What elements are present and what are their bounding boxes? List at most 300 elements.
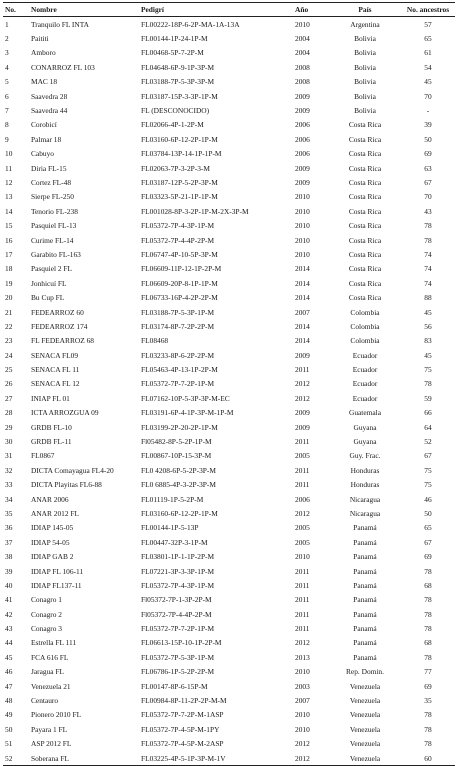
header-no: No. xyxy=(3,3,29,17)
cell-anio: 2004 xyxy=(295,48,310,58)
cell-pais: Panamá xyxy=(353,624,377,634)
cell-nombre: Garabito FL-163 xyxy=(31,249,81,259)
cell-pedigri: FL05372-7P-4-5P-M-2ASP xyxy=(141,739,224,749)
cell-no: 43 xyxy=(5,624,13,634)
header-pedigri: Pedigrí xyxy=(139,3,293,17)
cell-no: 22 xyxy=(5,321,13,331)
cell-nombre: Payara 1 FL xyxy=(31,724,68,734)
cell-pedigri: FL06733-16P-4-2P-2P-M xyxy=(141,293,218,303)
table-row xyxy=(3,377,455,391)
cell-no: 4 xyxy=(5,62,9,72)
cell-nombre: DICTA Comayagua FL4-20 xyxy=(31,465,114,475)
table-row xyxy=(3,492,455,506)
cell-anio: 2006 xyxy=(295,149,310,159)
cell-pais: Guatemala xyxy=(348,408,381,418)
cell-pedigri: FL03323-5P-21-1P-1P-M xyxy=(141,192,218,202)
cell-no: 37 xyxy=(5,537,13,547)
header-ancestros: No. ancestros xyxy=(401,3,455,17)
cell-ancestros: 43 xyxy=(424,206,432,216)
cell-anio: 2011 xyxy=(295,437,310,447)
cell-pedigri: FL03188-7P-5-3P-1P-M xyxy=(141,307,215,317)
cell-anio: 2012 xyxy=(295,638,310,648)
cell-nombre: DICTA Playitas FL6-88 xyxy=(31,480,102,490)
cell-no: 21 xyxy=(5,307,13,317)
cell-pais: Colombia xyxy=(350,336,380,346)
cell-anio: 2013 xyxy=(295,652,310,662)
cell-anio: 2012 xyxy=(295,739,310,749)
table-row xyxy=(3,204,455,218)
cell-ancestros: 77 xyxy=(424,667,432,677)
cell-pedigri: FL03225-4P-5-1P-3P-M-1V xyxy=(139,751,293,766)
table-row xyxy=(3,319,455,333)
cell-pedigri: FL00468-5P-7-2P-M xyxy=(141,48,204,58)
cell-no: 42 xyxy=(5,609,13,619)
cell-pais: Costa Rica xyxy=(348,293,382,303)
cell-no: 30 xyxy=(5,437,13,447)
cell-no: 18 xyxy=(5,264,13,274)
cell-pais: Colombia xyxy=(350,307,380,317)
cell-ancestros: 66 xyxy=(424,408,432,418)
cell-pais: Costa Rica xyxy=(348,235,382,245)
cell-nombre: Conagro 1 xyxy=(31,595,62,605)
table-row xyxy=(3,161,455,175)
cell-ancestros: 78 xyxy=(424,235,432,245)
cell-pedigri: FL07221-3P-3-3P-1P-M xyxy=(141,566,215,576)
cell-no: 25 xyxy=(5,365,13,375)
table-header xyxy=(3,3,455,17)
cell-nombre: Estrella FL 111 xyxy=(31,638,77,648)
table-row xyxy=(3,46,455,60)
cell-ancestros: 69 xyxy=(424,681,432,691)
cell-pais: Costa Rica xyxy=(348,278,382,288)
cell-anio: 2014 xyxy=(295,336,310,346)
cell-pais: Panamá xyxy=(353,566,377,576)
cell-pais: Honduras xyxy=(350,465,380,475)
cell-anio: 2006 xyxy=(295,120,310,130)
cell-ancestros: 52 xyxy=(424,437,432,447)
cell-pais: Venezuela xyxy=(329,751,401,766)
cell-pedigri: FL07162-10P-5-3P-3P-M-EC xyxy=(141,393,230,403)
cell-ancestros: 78 xyxy=(424,609,432,619)
cell-nombre: Cortez FL-48 xyxy=(31,177,72,187)
cell-ancestros: 63 xyxy=(424,163,432,173)
cell-pais: Costa Rica xyxy=(348,249,382,259)
header-nombre: Nombre xyxy=(29,3,139,17)
cell-pais: Honduras xyxy=(350,480,380,490)
cell-anio: 2009 xyxy=(295,106,310,116)
cell-no: 19 xyxy=(5,278,13,288)
cell-pedigri: FL00144-1P-24-1P-M xyxy=(141,34,208,44)
cell-nombre: Pasquiel 2 FL xyxy=(31,264,73,274)
cell-no: 49 xyxy=(5,710,13,720)
cell-ancestros: 74 xyxy=(424,249,432,259)
cell-pedigri: FL00867-10P-15-3P-M xyxy=(141,451,212,461)
cell-pais: Bolivia xyxy=(354,77,376,87)
cell-anio: 2012 xyxy=(293,751,329,766)
cell-anio: 2010 xyxy=(295,19,310,29)
table-row xyxy=(3,621,455,635)
cell-no: 34 xyxy=(5,494,13,504)
cell-pedigri: FL03187-12P-5-2P-3P-M xyxy=(141,177,218,187)
cell-pedigri: FL0 6885-4P-3-2P-3P-M xyxy=(141,480,216,490)
table-row xyxy=(3,636,455,650)
table-row xyxy=(3,362,455,376)
cell-pais: Panamá xyxy=(353,580,377,590)
cell-ancestros: 46 xyxy=(424,494,432,504)
cell-pais: Panamá xyxy=(353,638,377,648)
cell-nombre: Saavedra 44 xyxy=(31,106,68,116)
cell-no: 52 xyxy=(3,751,29,766)
cell-pedigri: FL08468 xyxy=(141,336,169,346)
document-page xyxy=(3,2,455,766)
cell-ancestros: 75 xyxy=(424,365,432,375)
table-row xyxy=(3,449,455,463)
cell-no: 35 xyxy=(5,508,13,518)
table-row xyxy=(3,650,455,664)
table-row xyxy=(3,262,455,276)
cell-nombre: Cabuyo xyxy=(31,149,54,159)
table-row xyxy=(3,549,455,563)
cell-no: 7 xyxy=(5,106,9,116)
cell-ancestros: 45 xyxy=(424,350,432,360)
cell-no: 41 xyxy=(5,595,13,605)
cell-pedigri: FL06613-15P-10-1P-2P-M xyxy=(141,638,222,648)
table-row xyxy=(3,60,455,74)
cell-pais: Venezuela xyxy=(349,696,381,706)
cell-pais: Colombia xyxy=(350,321,380,331)
cell-anio: 2010 xyxy=(295,206,310,216)
cell-nombre: SENACA FL 12 xyxy=(31,379,80,389)
cell-ancestros: 78 xyxy=(424,739,432,749)
table-row xyxy=(3,478,455,492)
cell-pais: Guy. Frac. xyxy=(349,451,381,461)
table-row xyxy=(3,679,455,693)
table-row xyxy=(3,175,455,189)
cell-no: 38 xyxy=(5,552,13,562)
table-row xyxy=(3,276,455,290)
cell-nombre: Pionero 2010 FL xyxy=(31,710,82,720)
cell-ancestros: 78 xyxy=(424,724,432,734)
cell-pais: Bolivia xyxy=(354,34,376,44)
cell-anio: 2010 xyxy=(295,667,310,677)
cell-pais: Costa Rica xyxy=(348,264,382,274)
cell-pedigri: Fl05482-8P-5-2P-1P-M xyxy=(141,437,212,447)
cell-anio: 2006 xyxy=(295,494,310,504)
table-row xyxy=(3,218,455,232)
cell-pedigri: FL04648-6P-9-1P-3P-M xyxy=(141,62,215,72)
cell-nombre: Paititi xyxy=(31,34,49,44)
cell-pedigri: FL00144-1P-5-13P xyxy=(141,523,199,533)
cell-nombre: Curime FL-14 xyxy=(31,235,74,245)
cell-no: 47 xyxy=(5,681,13,691)
cell-pedigri: FL001028-8P-3-2P-1P-M-2X-3P-M xyxy=(141,206,249,216)
cell-nombre: ANAR 2012 FL xyxy=(31,508,80,518)
cell-anio: 2006 xyxy=(295,134,310,144)
cell-anio: 2009 xyxy=(295,163,310,173)
cell-ancestros: 56 xyxy=(424,321,432,331)
cell-pedigri: FL03191-6P-4-1P-3P-M-1P-M xyxy=(141,408,234,418)
cell-anio: 2011 xyxy=(295,580,310,590)
cell-ancestros: 50 xyxy=(424,134,432,144)
cell-pais: Guyana xyxy=(353,422,377,432)
table-row xyxy=(3,334,455,348)
cell-anio: 2012 xyxy=(295,508,310,518)
cell-anio: 2010 xyxy=(295,249,310,259)
cell-pais: Costa Rica xyxy=(348,177,382,187)
cell-no: 51 xyxy=(5,739,13,749)
cell-anio: 2007 xyxy=(295,307,310,317)
cell-pedigri: FL05372-7P-4-3P-1P-M xyxy=(141,221,215,231)
cell-ancestros: 69 xyxy=(424,149,432,159)
table-row xyxy=(3,391,455,405)
table-row xyxy=(3,722,455,736)
table-row xyxy=(3,147,455,161)
cell-pais: Panamá xyxy=(353,652,377,662)
table-row xyxy=(3,406,455,420)
cell-anio: 2011 xyxy=(295,566,310,576)
cell-nombre: Tranquilo FL INTA xyxy=(31,19,89,29)
cell-anio: 2011 xyxy=(295,465,310,475)
cell-nombre: Sierpe FL-250 xyxy=(31,192,74,202)
cell-no: 26 xyxy=(5,379,13,389)
cell-nombre: Corobicí xyxy=(31,120,57,130)
cell-ancestros: 67 xyxy=(424,451,432,461)
table-row xyxy=(3,247,455,261)
cell-pais: Venezuela xyxy=(349,681,381,691)
cell-pais: Costa Rica xyxy=(348,221,382,231)
cell-anio: 2010 xyxy=(295,724,310,734)
cell-nombre: Tenorio FL-238 xyxy=(31,206,78,216)
cell-ancestros: 78 xyxy=(424,595,432,605)
cell-pedigri: FL03160-6P-12-2P-1P-M xyxy=(141,134,218,144)
cell-pais: Ecuador xyxy=(352,350,378,360)
cell-pais: Bolivia xyxy=(354,48,376,58)
table-row xyxy=(3,434,455,448)
cell-anio: 2010 xyxy=(295,235,310,245)
cell-ancestros: 67 xyxy=(424,537,432,547)
cell-pais: Panamá xyxy=(353,523,377,533)
cell-anio: 2012 xyxy=(295,393,310,403)
cell-pais: Panamá xyxy=(353,552,377,562)
cell-pedigri: FL0 4208-6P-5-2P-3P-M xyxy=(141,465,216,475)
table-row xyxy=(3,348,455,362)
cell-pedigri: Fl05372-7P-1-3P-2P-M xyxy=(141,595,212,605)
cell-ancestros: 59 xyxy=(424,393,432,403)
cell-nombre: ASP 2012 FL xyxy=(31,739,72,749)
cell-pais: Costa Rica xyxy=(348,120,382,130)
table-row xyxy=(3,665,455,679)
cell-anio: 2014 xyxy=(295,293,310,303)
cell-anio: 2008 xyxy=(295,62,310,72)
cell-pais: Guyana xyxy=(353,437,377,447)
cell-pedigri: FL03174-8P-7-2P-2P-M xyxy=(141,321,215,331)
cell-anio: 2004 xyxy=(295,34,310,44)
cell-pedigri: FL06747-4P-10-5P-3P-M xyxy=(141,249,218,259)
cell-ancestros: 74 xyxy=(424,278,432,288)
cell-pais: Bolivia xyxy=(354,62,376,72)
cell-ancestros: 67 xyxy=(424,177,432,187)
cell-ancestros: 78 xyxy=(424,652,432,662)
cell-pedigri: FL05372-7P-7-2P-M-1ASP xyxy=(141,710,224,720)
cell-pedigri: FL03187-15P-3-3P-1P-M xyxy=(141,91,218,101)
cell-pedigri: FL (DESCONOCIDO) xyxy=(141,106,210,116)
table-row xyxy=(3,521,455,535)
cell-no: 16 xyxy=(5,235,13,245)
cell-pedigri: FL03188-7P-5-3P-3P-M xyxy=(141,77,215,87)
cell-ancestros: 68 xyxy=(424,638,432,648)
cell-anio: 2003 xyxy=(295,681,310,691)
table-row xyxy=(3,506,455,520)
cell-nombre: FEDEARROZ 60 xyxy=(31,307,84,317)
cell-ancestros: 74 xyxy=(424,264,432,274)
cell-ancestros: 45 xyxy=(424,307,432,317)
cell-pedigri: FL06786-1P-5-2P-2P-M xyxy=(141,667,215,677)
cell-pedigri: FL00147-8P-6-15P-M xyxy=(141,681,208,691)
cell-pedigri: FL00984-8P-11-2P-2P-M-M xyxy=(141,696,227,706)
cell-pais: Bolivia xyxy=(354,91,376,101)
cell-nombre: IDIAP FL 106-11 xyxy=(31,566,84,576)
cell-nombre: Palmar 18 xyxy=(31,134,62,144)
cell-pais: Venezuela xyxy=(349,724,381,734)
cell-pedigri: FL02063-7P-3-2P-3-M xyxy=(141,163,210,173)
cell-pedigri: Fl05372-7P-4-4P-2P-M xyxy=(141,609,212,619)
cell-pedigri: FL03160-6P-12-2P-1P-M xyxy=(141,508,218,518)
table-row xyxy=(3,17,455,32)
cell-pais: Costa Rica xyxy=(348,163,382,173)
cell-pedigri: FL03233-8P-6-2P-2P-M xyxy=(141,350,215,360)
cell-pais: Costa Rica xyxy=(348,149,382,159)
cell-pais: Nicaragua xyxy=(349,494,381,504)
cell-anio: 2011 xyxy=(295,595,310,605)
cell-anio: 2009 xyxy=(295,91,310,101)
cell-pais: Nicaragua xyxy=(349,508,381,518)
cell-pedigri: FL00222-18P-6-2P-MA-1A-13A xyxy=(141,19,240,29)
cell-nombre: IDIAP 145-05 xyxy=(31,523,74,533)
cell-pedigri: FL03801-1P-1-1P-2P-M xyxy=(141,552,215,562)
cell-ancestros: 64 xyxy=(424,422,432,432)
header-row xyxy=(3,3,455,17)
cell-ancestros: 57 xyxy=(424,19,432,29)
cell-nombre: Soberana FL xyxy=(29,751,139,766)
header-anio: Año xyxy=(293,3,329,17)
cell-no: 20 xyxy=(5,293,13,303)
header-pais: País xyxy=(329,3,401,17)
cell-no: 27 xyxy=(5,393,13,403)
cell-nombre: ANAR 2006 xyxy=(31,494,69,504)
table-row xyxy=(3,463,455,477)
cell-pais: Rep. Domin. xyxy=(346,667,384,677)
cell-ancestros: 75 xyxy=(424,480,432,490)
cell-no: 15 xyxy=(5,221,13,231)
table-row xyxy=(3,118,455,132)
cell-ancestros: 60 xyxy=(401,751,455,766)
cell-anio: 2009 xyxy=(295,408,310,418)
cell-pedigri: FL03199-2P-20-2P-1P-M xyxy=(141,422,218,432)
cell-ancestros: 54 xyxy=(424,62,432,72)
cell-pais: Ecuador xyxy=(352,365,378,375)
cell-no: 31 xyxy=(5,451,13,461)
cell-ancestros: 65 xyxy=(424,34,432,44)
cell-nombre: CONARROZ FL 103 xyxy=(31,62,95,72)
cell-no: 28 xyxy=(5,408,13,418)
cell-pais: Costa Rica xyxy=(348,192,382,202)
cell-ancestros: 45 xyxy=(424,77,432,87)
cell-anio: 2007 xyxy=(295,696,310,706)
cell-anio: 2010 xyxy=(295,192,310,202)
cell-pedigri: FL00447-32P-3-1P-M xyxy=(141,537,208,547)
cell-no: 1 xyxy=(5,19,9,29)
cell-no: 24 xyxy=(5,350,13,360)
table-row xyxy=(3,564,455,578)
table-row xyxy=(3,708,455,722)
cell-ancestros: 78 xyxy=(424,566,432,576)
cell-nombre: Amboro xyxy=(31,48,56,58)
cell-anio: 2008 xyxy=(295,77,310,87)
cell-nombre: Diria FL-15 xyxy=(31,163,67,173)
cell-no: 8 xyxy=(5,120,9,130)
cell-no: 14 xyxy=(5,206,13,216)
cell-nombre: IDIAP 54-05 xyxy=(31,537,70,547)
cell-no: 17 xyxy=(5,249,13,259)
table-row xyxy=(3,593,455,607)
cell-ancestros: 61 xyxy=(424,48,432,58)
cell-nombre: Saavedra 28 xyxy=(31,91,68,101)
cell-ancestros: 78 xyxy=(424,710,432,720)
cell-ancestros: 83 xyxy=(424,336,432,346)
cell-ancestros: 70 xyxy=(424,91,432,101)
table-row xyxy=(3,693,455,707)
table-row xyxy=(3,233,455,247)
cell-nombre: FL0867 xyxy=(31,451,55,461)
cell-ancestros: 50 xyxy=(424,508,432,518)
cell-anio: 2014 xyxy=(295,278,310,288)
cell-pedigri: FL05372-7P-4-4P-2P-M xyxy=(141,235,215,245)
cell-pais: Venezuela xyxy=(349,710,381,720)
cell-pais: Venezuela xyxy=(349,739,381,749)
table-row xyxy=(3,31,455,45)
cell-ancestros: - xyxy=(426,106,430,116)
cell-no: 12 xyxy=(5,177,13,187)
cell-nombre: IDIAP GAB 2 xyxy=(31,552,74,562)
cell-anio: 2005 xyxy=(295,537,310,547)
cell-no: 3 xyxy=(5,48,9,58)
cell-pedigri: FL05372-7P-4-3P-1P-M xyxy=(141,580,215,590)
cell-ancestros: 88 xyxy=(424,293,432,303)
cell-anio: 2011 xyxy=(295,480,310,490)
cell-pedigri: FL05463-4P-13-1P-2P-M xyxy=(141,365,218,375)
cell-pedigri: FL05372-7P-7-2P-1P-M xyxy=(141,624,215,634)
cell-pedigri: FL01119-1P-5-2P-M xyxy=(141,494,204,504)
cell-pais: Panamá xyxy=(353,595,377,605)
table-row xyxy=(3,103,455,117)
cell-no: 48 xyxy=(5,696,13,706)
cell-anio: 2005 xyxy=(295,523,310,533)
cell-ancestros: 70 xyxy=(424,192,432,202)
cell-no: 46 xyxy=(5,667,13,677)
table-row xyxy=(3,535,455,549)
cell-pedigri: FL05372-7P-7-2P-1P-M xyxy=(141,379,215,389)
cell-no: 45 xyxy=(5,652,13,662)
cell-pais: Panamá xyxy=(353,609,377,619)
cell-nombre: FL FEDEARROZ 68 xyxy=(31,336,94,346)
cell-ancestros: 39 xyxy=(424,120,432,130)
cell-no: 39 xyxy=(5,566,13,576)
cell-nombre: Conagro 3 xyxy=(31,624,62,634)
table-row xyxy=(3,132,455,146)
cell-nombre: Bu Cup FL xyxy=(31,293,65,303)
cell-nombre: FCA 616 FL xyxy=(31,652,69,662)
cell-anio: 2011 xyxy=(295,624,310,634)
